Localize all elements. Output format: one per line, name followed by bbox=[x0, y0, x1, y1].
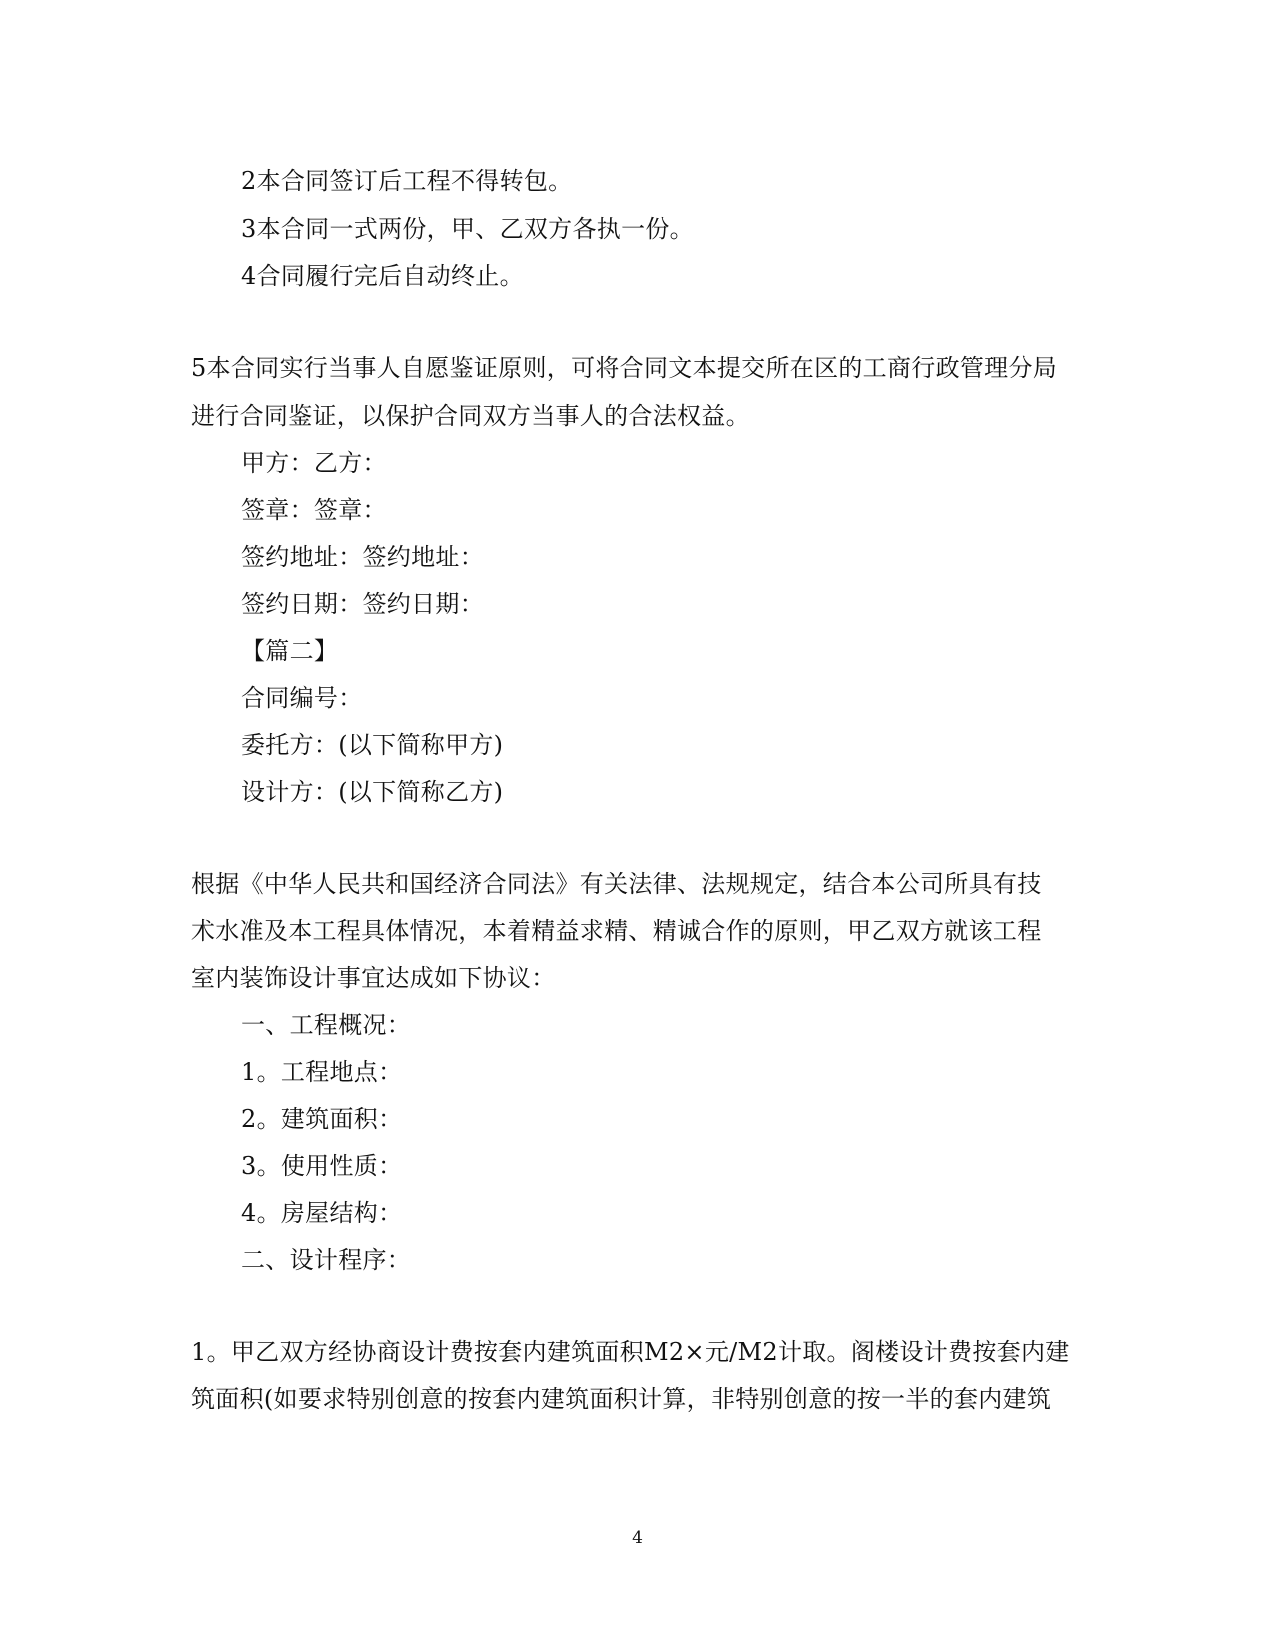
clause-5-line-1: 5本合同实行当事人自愿鉴证原则，可将合同文本提交所在区的工商行政管理分局 bbox=[191, 354, 1058, 382]
structure-line: 4。房屋结构： bbox=[241, 1199, 403, 1227]
fee-clause-line-1: 1。甲乙双方经协商设计费按套内建筑面积M2×元/M2计取。阁楼设计费按套内建 bbox=[191, 1338, 1070, 1366]
project-location-line: 1。工程地点： bbox=[241, 1058, 403, 1086]
clause-5-line-2: 进行合同鉴证，以保护合同双方当事人的合法权益。 bbox=[191, 402, 750, 430]
client-line: 委托方：(以下简称甲方) bbox=[241, 731, 504, 759]
clause-3: 3本合同一式两份，甲、乙双方各执一份。 bbox=[241, 215, 694, 243]
project-overview-heading: 一、工程概况： bbox=[241, 1011, 412, 1039]
signing-address-line: 签约地址：签约地址： bbox=[241, 543, 484, 571]
preamble-line-1: 根据《中华人民共和国经济合同法》有关法律、法规规定，结合本公司所具有技 bbox=[191, 870, 1042, 898]
building-area-line: 2。建筑面积： bbox=[241, 1105, 403, 1133]
seal-line: 签章：签章： bbox=[241, 496, 387, 524]
preamble-line-3: 室内装饰设计事宜达成如下协议： bbox=[191, 964, 556, 992]
page-number: 4 bbox=[632, 1528, 643, 1548]
designer-line: 设计方：(以下简称乙方) bbox=[241, 778, 504, 806]
clause-4: 4合同履行完后自动终止。 bbox=[241, 262, 524, 290]
fee-clause-line-2: 筑面积(如要求特别创意的按套内建筑面积计算，非特别创意的按一半的套内建筑 bbox=[191, 1385, 1052, 1413]
party-line: 甲方：乙方： bbox=[241, 449, 387, 477]
clause-2: 2本合同签订后工程不得转包。 bbox=[241, 167, 573, 195]
preamble-line-2: 术水准及本工程具体情况，本着精益求精、精诚合作的原则，甲乙双方就该工程 bbox=[191, 917, 1042, 945]
usage-line: 3。使用性质： bbox=[241, 1152, 403, 1180]
signing-date-line: 签约日期：签约日期： bbox=[241, 590, 484, 618]
design-procedure-heading: 二、设计程序： bbox=[241, 1246, 412, 1274]
contract-number-line: 合同编号： bbox=[241, 684, 363, 712]
section-heading: 【篇二】 bbox=[241, 637, 339, 665]
